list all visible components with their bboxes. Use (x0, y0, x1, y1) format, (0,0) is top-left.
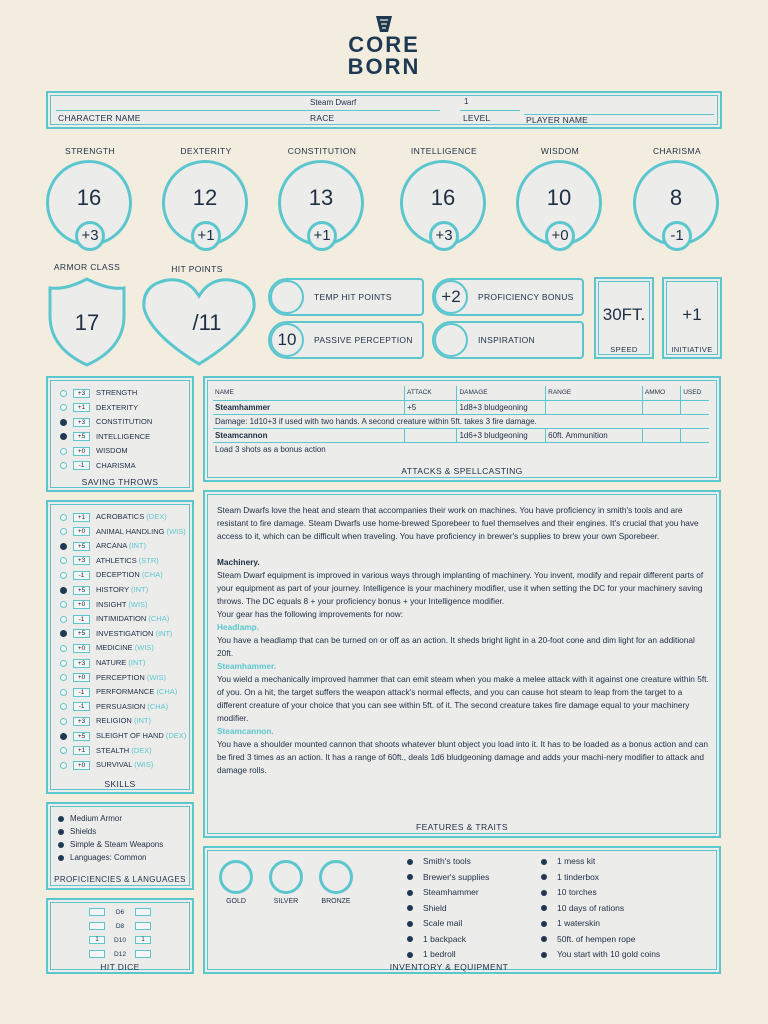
proficiencies-list (58, 814, 163, 866)
bullet-icon (407, 952, 413, 958)
skill-name: ATHLETICS (96, 555, 137, 565)
level-field[interactable] (460, 101, 520, 111)
attack-damage: 1d6+3 bludgeoning (457, 428, 546, 442)
inventory-item: Steamhammer (407, 887, 489, 897)
bullet-icon (58, 829, 64, 835)
skill-attribute: (INT) (131, 585, 149, 594)
skill-name: SURVIVAL (96, 760, 133, 770)
bullet-icon (407, 890, 413, 896)
skill-attribute: (WIS) (166, 526, 186, 536)
proficiency-item: Medium Armor (58, 814, 163, 823)
attack-bonus: +5 (405, 400, 457, 414)
inventory-item: Brewer's supplies (407, 872, 489, 882)
silver-coin[interactable] (269, 860, 303, 894)
hit-die-used[interactable] (135, 908, 151, 916)
inventory-item: 1 waterskin (541, 918, 660, 928)
attack-note-row (213, 414, 709, 428)
header-name: NAME (213, 386, 405, 400)
save-modifier: -1 (73, 461, 90, 470)
skill-name: NATURE (96, 658, 127, 667)
ability-modifier: +3 (75, 221, 105, 251)
saving-throw-row[interactable] (60, 417, 152, 427)
proficiency-dot[interactable] (60, 616, 67, 623)
ability-score: 13 (308, 185, 334, 210)
proficiency-dot[interactable] (60, 718, 67, 725)
logo-text-bottom: BORN (347, 54, 421, 79)
proficiency-item: Simple & Steam Weapons (58, 840, 163, 849)
save-modifier: +0 (73, 447, 90, 456)
ability-score: 12 (192, 185, 218, 210)
temp-hit-points-value[interactable] (270, 280, 304, 314)
headlamp-heading: Headlamp. (217, 622, 259, 632)
bullet-icon (58, 842, 64, 848)
level-label: LEVEL (463, 113, 491, 123)
ability-intelligence[interactable] (400, 160, 486, 246)
bullet-icon (58, 855, 64, 861)
skill-attribute: (WIS) (134, 643, 154, 653)
proficiency-dot[interactable] (60, 630, 67, 637)
header-attack: ATTACK (405, 386, 457, 400)
skill-row[interactable] (60, 643, 154, 653)
attack-used[interactable] (681, 428, 709, 442)
bullet-icon (407, 905, 413, 911)
proficiency-dot[interactable] (60, 448, 67, 455)
ability-constitution[interactable] (278, 160, 364, 246)
attack-name: Steamcannon (213, 428, 405, 442)
proficiency-dot[interactable] (60, 433, 67, 440)
attack-bonus (405, 428, 457, 442)
features-intro: Steam Dwarfs love the heat and steam that accompanies their work on machines. You have proficiency in smith's tools and are resistant to fire damage. Steam Dwarfs use home-brewed Sporebeer to fuel themselves and their engines. It's crucial that you have access to it, which can be difficult when traveling. You have proficiency in brewer's supplies to brew your own Sporebeer. (217, 505, 699, 541)
skill-modifier: +3 (73, 717, 90, 726)
bullet-icon (407, 874, 413, 880)
race-value: Steam Dwarf (310, 98, 357, 107)
proficiency-dot[interactable] (60, 703, 67, 710)
inventory-column-1 (407, 856, 489, 965)
player-name-label: PLAYER NAME (526, 115, 589, 125)
passive-perception-value: 10 (270, 323, 304, 357)
hit-die-total[interactable] (89, 922, 105, 930)
skill-name: PERCEPTION (96, 672, 145, 682)
inventory-column-2 (541, 856, 660, 965)
save-modifier: +3 (73, 389, 90, 398)
hit-die-used[interactable] (135, 950, 151, 958)
skill-modifier: +1 (73, 513, 90, 522)
initiative-box[interactable] (662, 277, 722, 359)
proficiency-dot[interactable] (60, 601, 67, 608)
save-name: CHARISMA (96, 460, 136, 470)
ability-score: 8 (669, 185, 683, 210)
save-name: INTELLIGENCE (96, 431, 151, 441)
bullet-icon (541, 921, 547, 927)
skill-name: RELIGION (96, 716, 132, 726)
logo (336, 14, 432, 80)
skill-modifier: +0 (73, 673, 90, 682)
armor-class-shield[interactable] (46, 276, 128, 368)
skill-row[interactable] (60, 556, 159, 566)
skill-attribute: (INT) (133, 716, 152, 726)
inventory-item: 10 torches (541, 887, 660, 897)
skill-name: HISTORY (96, 585, 129, 594)
skill-attribute: (CHA) (141, 570, 163, 580)
gold-label: GOLD (226, 898, 246, 905)
ability-name: INTELLIGENCE (410, 146, 478, 156)
header-used: USED (681, 386, 709, 400)
save-name: STRENGTH (96, 388, 138, 397)
inspiration-label: INSPIRATION (478, 335, 535, 345)
features-text (217, 504, 711, 777)
skill-row[interactable] (60, 570, 163, 580)
skill-name: INTIMIDATION (96, 614, 147, 624)
save-modifier: +1 (73, 403, 90, 412)
attack-note: Damage: 1d10+3 if used with two hands. A second creature within 5ft. takes 3 fire damage. (213, 414, 709, 428)
steamhammer-text: You wield a mechanically improved hammer that can emit steam when you make a melee attack with it against one creature within 5ft. of you. On a hit, the target suffers the weapon attack's normal effects, and you can cause hot steam to leap from the target to a different creature of your choice that you can see within 5ft. of it. The second creature takes fire damage equal to your machinery modifier. (217, 674, 709, 723)
bullet-icon (58, 816, 64, 822)
character-header (46, 91, 722, 129)
skill-name: DECEPTION (96, 570, 140, 580)
skill-modifier: -1 (73, 702, 90, 711)
ability-name: STRENGTH (65, 146, 115, 156)
ability-score: 16 (430, 185, 456, 210)
skill-modifier: +5 (73, 542, 90, 551)
inventory-title: INVENTORY & EQUIPMENT (389, 962, 509, 972)
skill-name: PERFORMANCE (96, 687, 155, 697)
ability-strength[interactable] (46, 160, 132, 246)
attack-range: 60ft. Ammunition (546, 428, 643, 442)
proficiency-bonus[interactable] (432, 278, 584, 316)
inventory-panel (203, 846, 721, 974)
saving-throw-row[interactable] (60, 446, 128, 456)
hit-die-row[interactable] (48, 950, 192, 958)
skill-attribute: (CHA) (147, 701, 169, 711)
skill-row[interactable] (60, 673, 166, 683)
skill-modifier: -1 (73, 615, 90, 624)
attacks-table (213, 386, 709, 456)
proficiency-dot[interactable] (60, 514, 67, 521)
hit-points-value: /11 (192, 310, 222, 335)
skill-modifier: -1 (73, 571, 90, 580)
inventory-item: Smith's tools (407, 856, 489, 866)
hit-die-type: D10 (114, 936, 126, 944)
hit-die-type: D12 (114, 950, 126, 958)
ability-modifier: +1 (307, 221, 337, 251)
skill-row[interactable] (60, 629, 173, 639)
ability-modifier: +3 (429, 221, 459, 251)
inventory-item: 1 tinderbox (541, 872, 660, 882)
attack-used[interactable] (681, 400, 709, 414)
saving-throws-panel (46, 376, 194, 492)
machinery-heading: Machinery. (217, 557, 260, 567)
race-label: RACE (310, 113, 335, 123)
attack-damage: 1d8+3 bludgeoning (457, 400, 546, 414)
attack-ammo[interactable] (642, 400, 680, 414)
hit-points-heart[interactable] (140, 276, 258, 368)
skill-modifier: +5 (73, 732, 90, 741)
ability-score: 10 (546, 185, 572, 210)
attack-note-row (213, 442, 709, 456)
skill-name: INSIGHT (96, 599, 127, 609)
hit-die-used[interactable] (135, 922, 151, 930)
bullet-icon (407, 859, 413, 865)
bullet-icon (541, 936, 547, 942)
inventory-item: Shield (407, 903, 489, 913)
saving-throws-title: SAVING THROWS (81, 477, 159, 487)
inspiration-value[interactable] (434, 323, 468, 357)
logo-text-top: CORE (348, 32, 420, 57)
skill-row[interactable] (60, 760, 153, 770)
hit-die-row[interactable] (48, 936, 192, 944)
skill-attribute: (WIS) (134, 760, 154, 770)
save-name: CONSTITUTION (96, 417, 153, 426)
bullet-icon (541, 952, 547, 958)
skill-name: ACROBATICS (96, 512, 145, 521)
skill-row[interactable] (60, 716, 151, 726)
proficiency-dot[interactable] (60, 572, 67, 579)
inventory-item: 1 bedroll (407, 949, 489, 959)
skill-row[interactable] (60, 746, 152, 756)
proficiency-item: Languages: Common (58, 853, 163, 862)
armor-class-label: ARMOR CLASS (53, 262, 121, 272)
proficiency-dot[interactable] (60, 587, 67, 594)
proficiency-dot[interactable] (60, 674, 67, 681)
skill-name: STEALTH (96, 745, 130, 755)
speed-label: SPEED (610, 345, 638, 354)
saving-throw-row[interactable] (60, 432, 150, 442)
attack-range (546, 400, 643, 414)
hit-dice-panel (46, 898, 194, 974)
proficiency-dot[interactable] (60, 543, 67, 550)
steamcannon-text: You have a shoulder mounted cannon that shoots whatever blunt object you load into it. It has to be loaded as a bonus action and can be fired 3 times as an action. It has a range of 60ft., deals 1d6 bludgeoning damage and adds your machi-nery modifier to attack and damage rolls. (217, 739, 708, 775)
attacks-title: ATTACKS & SPELLCASTING (401, 466, 523, 476)
saving-throw-row[interactable] (60, 403, 138, 413)
skill-name: ARCANA (96, 541, 127, 551)
armor-class-value: 17 (74, 310, 100, 335)
steamhammer-heading: Steamhammer. (217, 661, 277, 671)
proficiency-dot[interactable] (60, 733, 67, 740)
skill-modifier: +0 (73, 600, 90, 609)
proficiency-dot[interactable] (60, 404, 67, 411)
proficiency-dot[interactable] (60, 660, 67, 667)
skill-modifier: +1 (73, 746, 90, 755)
silver-label: SILVER (273, 898, 299, 905)
skill-name: ANIMAL HANDLING (96, 526, 165, 536)
skill-modifier: -1 (73, 688, 90, 697)
gold-coin[interactable] (219, 860, 253, 894)
proficiency-dot[interactable] (60, 689, 67, 696)
proficiency-bonus-label: PROFICIENCY BONUS (478, 292, 574, 302)
headlamp-text: You have a headlamp that can be turned on or off as an action. It sheds bright light in a 20-foot cone and dim light for an additional 20ft. (217, 635, 695, 658)
attack-row[interactable] (213, 400, 709, 414)
save-modifier: +5 (73, 432, 90, 441)
ability-name: CHARISMA (652, 146, 702, 156)
hit-die-type: D8 (115, 922, 125, 930)
hit-die-used[interactable]: 1 (135, 936, 151, 944)
character-name-label: CHARACTER NAME (58, 113, 141, 123)
skill-row[interactable] (60, 600, 148, 610)
ability-name: WISDOM (540, 146, 580, 156)
bullet-icon (541, 905, 547, 911)
ability-modifier: +0 (545, 221, 575, 251)
skill-attribute: (DEX) (146, 512, 167, 521)
header-damage: DAMAGE (457, 386, 546, 400)
bullet-icon (407, 921, 413, 927)
bullet-icon (541, 874, 547, 880)
attack-ammo[interactable] (642, 428, 680, 442)
save-modifier: +3 (73, 418, 90, 427)
skill-modifier: +5 (73, 586, 90, 595)
skill-attribute: (WIS) (128, 599, 148, 609)
player-name-field[interactable] (524, 105, 714, 115)
bronze-label: BRONZE (321, 898, 351, 905)
save-name: DEXTERITY (96, 402, 139, 412)
hit-die-total[interactable]: 1 (89, 936, 105, 944)
attacks-panel (203, 376, 721, 482)
skill-name: INVESTIGATION (96, 628, 154, 638)
ability-modifier: +1 (191, 221, 221, 251)
machinery-text: Steam Dwarf equipment is improved in various ways through implanting of machinery. You invent, modify and repair different parts of your equipment as part of your journey. Intelligence is your machinery modifier, use it when setting the DC for your machinery saving throws. The DC equals 8 + your proficiency bonus + your Intelligence modifier. (217, 570, 704, 606)
skill-modifier: +3 (73, 659, 90, 668)
proficiencies-title: PROFICIENCIES & LANGUAGES (54, 875, 186, 884)
skill-row[interactable] (60, 702, 168, 712)
skill-modifier: +3 (73, 556, 90, 565)
ability-score: 16 (76, 185, 102, 210)
ability-charisma[interactable] (633, 160, 719, 246)
skill-attribute: (DEX) (131, 745, 152, 755)
proficiency-dot[interactable] (60, 645, 67, 652)
inventory-item: 50ft. of hempen rope (541, 934, 660, 944)
attack-name: Steamhammer (213, 400, 405, 414)
hit-dice-title: HIT DICE (100, 962, 140, 972)
skill-row[interactable] (60, 687, 177, 697)
skill-attribute: (DEX) (165, 731, 187, 740)
skills-title: SKILLS (104, 779, 136, 789)
features-title: FEATURES & TRAITS (416, 822, 508, 832)
proficiency-dot[interactable] (60, 747, 67, 754)
skill-attribute: (WIS) (146, 672, 167, 682)
steamcannon-heading: Steamcannon. (217, 726, 274, 736)
proficiencies-panel (46, 802, 194, 890)
inventory-item: Scale mail (407, 918, 489, 928)
proficiency-dot[interactable] (60, 462, 67, 469)
header-range: RANGE (546, 386, 643, 400)
bullet-icon (541, 859, 547, 865)
skills-panel (46, 500, 194, 794)
skill-attribute: (INT) (155, 628, 173, 638)
skill-modifier: +5 (73, 629, 90, 638)
skill-name: SLEIGHT OF HAND (96, 731, 164, 740)
skill-attribute: (CHA) (148, 614, 170, 624)
inventory-item: 10 days of rations (541, 903, 660, 913)
proficiency-dot[interactable] (60, 419, 67, 426)
skill-row[interactable] (60, 658, 145, 668)
skill-row[interactable] (60, 541, 146, 551)
attack-row[interactable] (213, 428, 709, 442)
ability-name: DEXTERITY (180, 146, 232, 156)
features-panel (203, 490, 721, 838)
proficiency-dot[interactable] (60, 557, 67, 564)
inspiration[interactable] (432, 321, 584, 359)
skill-modifier: +0 (73, 644, 90, 653)
attacks-header-row (213, 386, 709, 400)
skill-attribute: (STR) (138, 555, 159, 565)
header-ammo: AMMO (642, 386, 680, 400)
skill-attribute: (INT) (128, 541, 147, 551)
skill-name: MEDICINE (96, 643, 133, 653)
skill-name: PERSUASION (96, 701, 146, 711)
hit-die-total[interactable] (89, 950, 105, 958)
inventory-item: 1 backpack (407, 934, 489, 944)
proficiency-bonus-value: +2 (434, 280, 468, 314)
ability-dexterity[interactable] (162, 160, 248, 246)
temp-hit-points[interactable] (268, 278, 424, 316)
initiative-label: INITIATIVE (671, 345, 713, 354)
hit-die-total[interactable] (89, 908, 105, 916)
saving-throw-row[interactable] (60, 461, 136, 471)
initiative-value: +1 (682, 305, 702, 324)
speed-box[interactable] (594, 277, 654, 359)
hit-points-label: HIT POINTS (171, 264, 223, 274)
ability-name: CONSTITUTION (287, 146, 357, 156)
passive-perception[interactable] (268, 321, 424, 359)
skill-row[interactable] (60, 614, 169, 624)
bullet-icon (407, 936, 413, 942)
proficiency-dot[interactable] (60, 390, 67, 397)
proficiency-dot[interactable] (60, 528, 67, 535)
skill-row[interactable] (60, 585, 148, 595)
temp-hit-points-label: TEMP HIT POINTS (314, 292, 392, 302)
saving-throw-row[interactable] (60, 388, 137, 398)
skill-modifier: +0 (73, 761, 90, 770)
skill-modifier: +0 (73, 527, 90, 536)
inventory-item: 1 mess kit (541, 856, 660, 866)
skill-row[interactable] (60, 527, 186, 537)
proficiency-item: Shields (58, 827, 163, 836)
attack-note: Load 3 shots as a bonus action (213, 442, 709, 456)
gear-intro: Your gear has the following improvements for now: (217, 609, 404, 619)
character-name-field[interactable] (56, 101, 306, 111)
skill-row[interactable] (60, 731, 186, 741)
speed-value: 30FT. (602, 305, 646, 324)
skill-attribute: (INT) (128, 658, 146, 667)
ability-wisdom[interactable] (516, 160, 602, 246)
hit-die-type: D6 (115, 908, 125, 916)
bronze-coin[interactable] (319, 860, 353, 894)
inventory-item: You start with 10 gold coins (541, 949, 660, 959)
skill-row[interactable] (60, 512, 167, 522)
level-value: 1 (464, 97, 469, 106)
hit-die-row[interactable] (48, 922, 192, 930)
hit-die-row[interactable] (48, 908, 192, 916)
ability-modifier: -1 (662, 221, 692, 251)
passive-perception-label: PASSIVE PERCEPTION (314, 335, 413, 345)
save-name: WISDOM (96, 446, 128, 455)
proficiency-dot[interactable] (60, 762, 67, 769)
skill-attribute: (CHA) (156, 687, 178, 697)
bullet-icon (541, 890, 547, 896)
